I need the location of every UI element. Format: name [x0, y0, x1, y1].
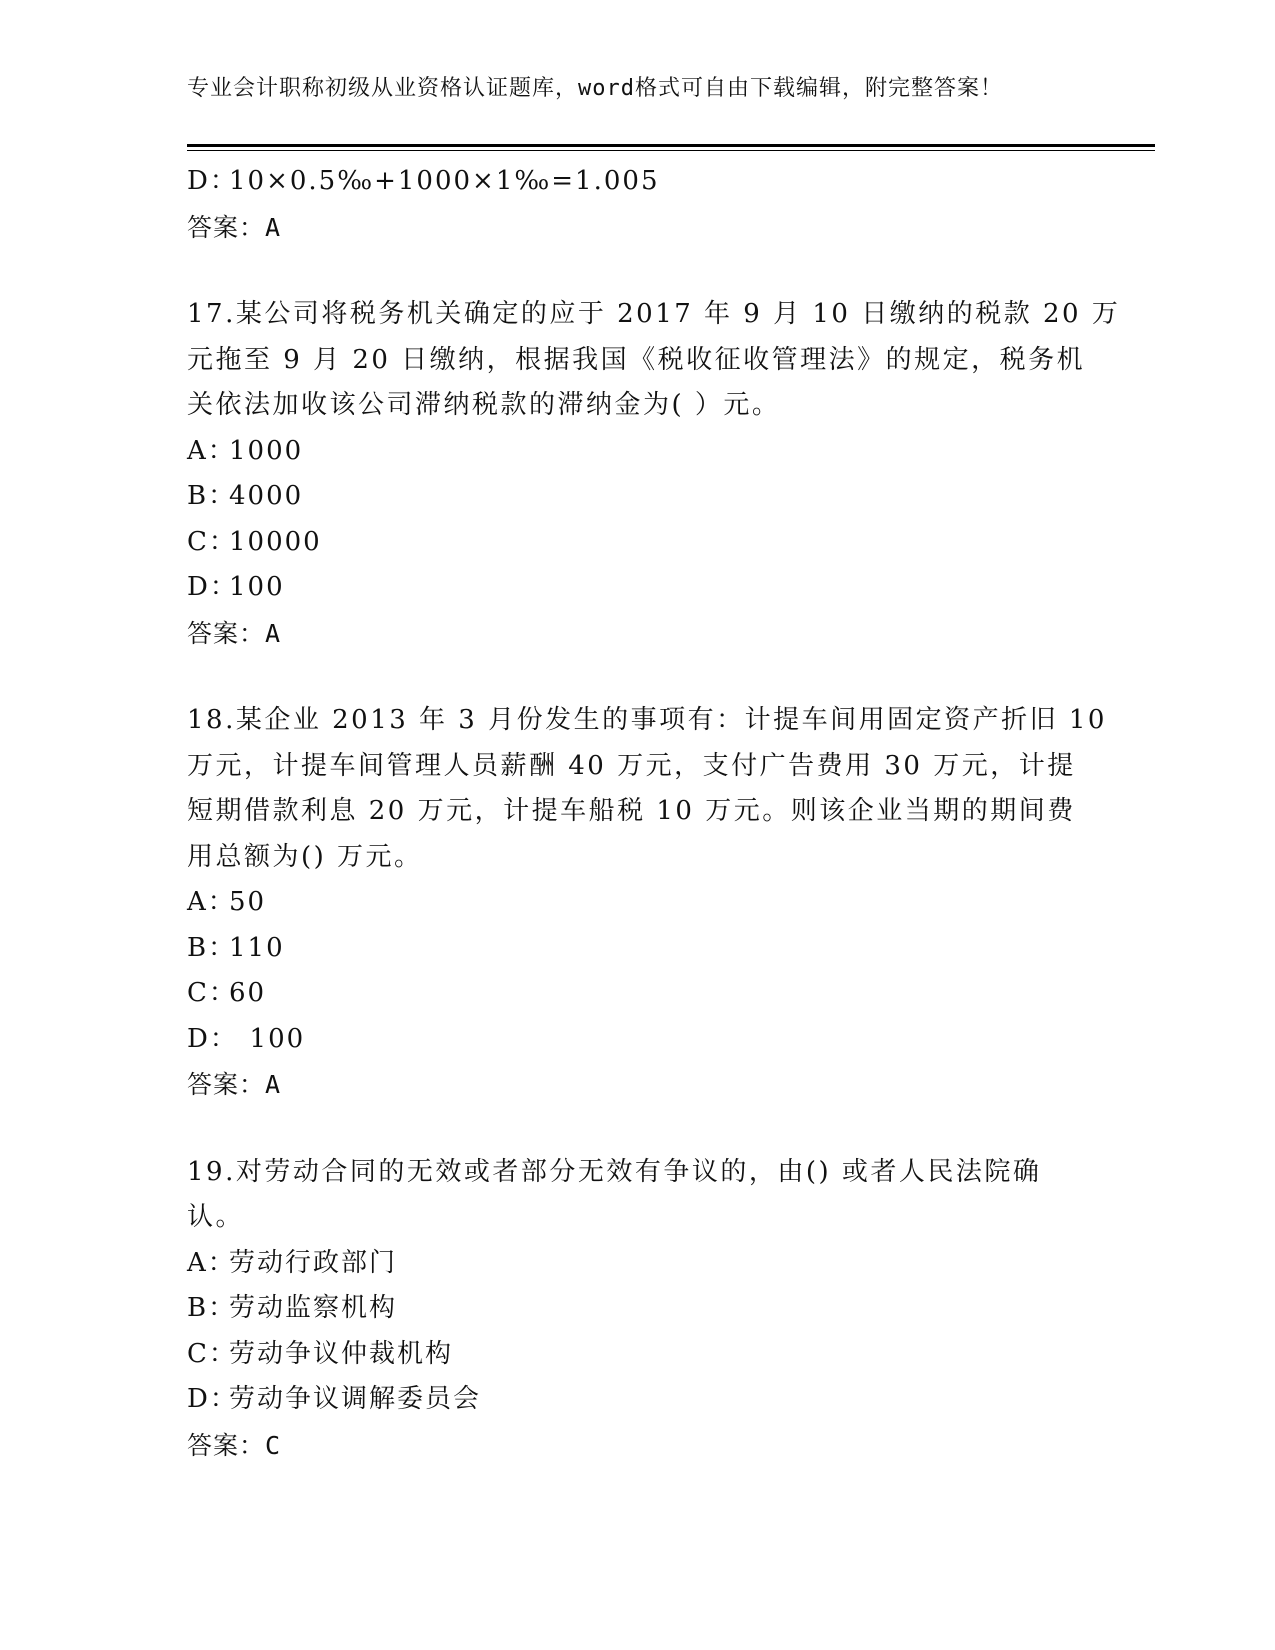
- option-key: D：: [187, 1023, 238, 1054]
- option-key: B：: [187, 481, 237, 511]
- header-rule-thick: [187, 144, 1155, 147]
- option-d: [187, 1377, 1087, 1423]
- option-text: 劳动行政部门: [229, 1247, 398, 1278]
- question-stem-line: 认。: [187, 1202, 245, 1232]
- question-stem-line: 18.某企业 2013 年 3 月份发生的事项有：计提车间用固定资产折旧 10: [187, 705, 1107, 735]
- option-b: [187, 1286, 1087, 1332]
- page-header: 专业会计职称初级从业资格认证题库，word格式可自由下载编辑，附完整答案！: [187, 76, 1003, 101]
- option-d: [187, 565, 1087, 611]
- question-block: [187, 292, 1121, 656]
- option-c: [187, 971, 1087, 1017]
- question-stem-line: 元拖至 9 月 20 日缴纳，根据我国《税收征收管理法》的规定，税务机: [187, 344, 1086, 375]
- option-b: [187, 474, 1087, 520]
- question-spacer: [187, 250, 1087, 292]
- option-text: 1000: [229, 435, 304, 466]
- option-text: 100: [229, 1023, 306, 1054]
- option-b: [187, 926, 1087, 972]
- option-key: B：: [187, 932, 237, 963]
- answer: 答案：A: [187, 1070, 282, 1099]
- option-key: B：: [187, 1293, 237, 1323]
- document-body: [187, 159, 1121, 1468]
- question-stem-line: 关依法加收该公司滞纳税款的滞纳金为( ）元。: [187, 390, 781, 420]
- option-c: [187, 1332, 1087, 1378]
- option-key: A：: [187, 435, 236, 466]
- option-key: C：: [187, 526, 237, 557]
- option-text: 劳动监察机构: [229, 1293, 398, 1323]
- question-spacer: [187, 1108, 1087, 1150]
- option-text: 劳动争议调解委员会: [229, 1384, 482, 1414]
- option-key: D：: [187, 166, 238, 196]
- question-stem-line: 19.对劳动合同的无效或者部分无效有争议的，由() 或者人民法院确: [187, 1156, 1042, 1187]
- question-block: [187, 1150, 1087, 1469]
- option-key: D：: [187, 1384, 238, 1414]
- prev-answer: 答案：A: [187, 212, 282, 242]
- question-stem-line: 用总额为() 万元。: [187, 841, 423, 872]
- question-stem-line: 短期借款利息 20 万元，计提车船税 10 万元。则该企业当期的期间费: [187, 796, 1076, 826]
- question-stem: [187, 698, 1107, 880]
- option-text: 100: [229, 572, 285, 602]
- answer: 答案：C: [187, 1430, 282, 1460]
- question-stem-line: 万元，计提车间管理人员薪酬 40 万元，支付广告费用 30 万元，计提: [187, 750, 1076, 781]
- option-text: 50: [229, 887, 267, 917]
- question-stem: [187, 1150, 1087, 1241]
- question-list: [187, 250, 1121, 1468]
- option-a: [187, 429, 1087, 475]
- option-key: C：: [187, 978, 237, 1008]
- option-key: D：: [187, 572, 238, 602]
- option-c: [187, 520, 1087, 566]
- option-a: [187, 1241, 1087, 1287]
- option-text: 劳动争议仲裁机构: [229, 1338, 454, 1369]
- answer: 答案：A: [187, 618, 282, 648]
- prev-option-d: [187, 159, 1087, 205]
- header-rule-thin: [187, 150, 1155, 151]
- option-d: [187, 1017, 1087, 1063]
- option-text: 4000: [229, 481, 304, 511]
- option-key: A：: [187, 1247, 236, 1278]
- option-text: 10000: [229, 526, 322, 557]
- option-a: [187, 880, 1087, 926]
- option-key: C：: [187, 1338, 237, 1369]
- question-spacer: [187, 656, 1087, 698]
- question-stem-line: 17.某公司将税务机关确定的应于 2017 年 9 月 10 日缴纳的税款 20 万: [187, 299, 1121, 329]
- option-key: A：: [187, 887, 236, 917]
- option-text: 110: [229, 932, 285, 963]
- option-text: 60: [229, 978, 267, 1008]
- question-block: [187, 698, 1107, 1108]
- question-stem: [187, 292, 1121, 429]
- option-text: 10×0.5‰+1000×1‰=1.005: [229, 166, 660, 196]
